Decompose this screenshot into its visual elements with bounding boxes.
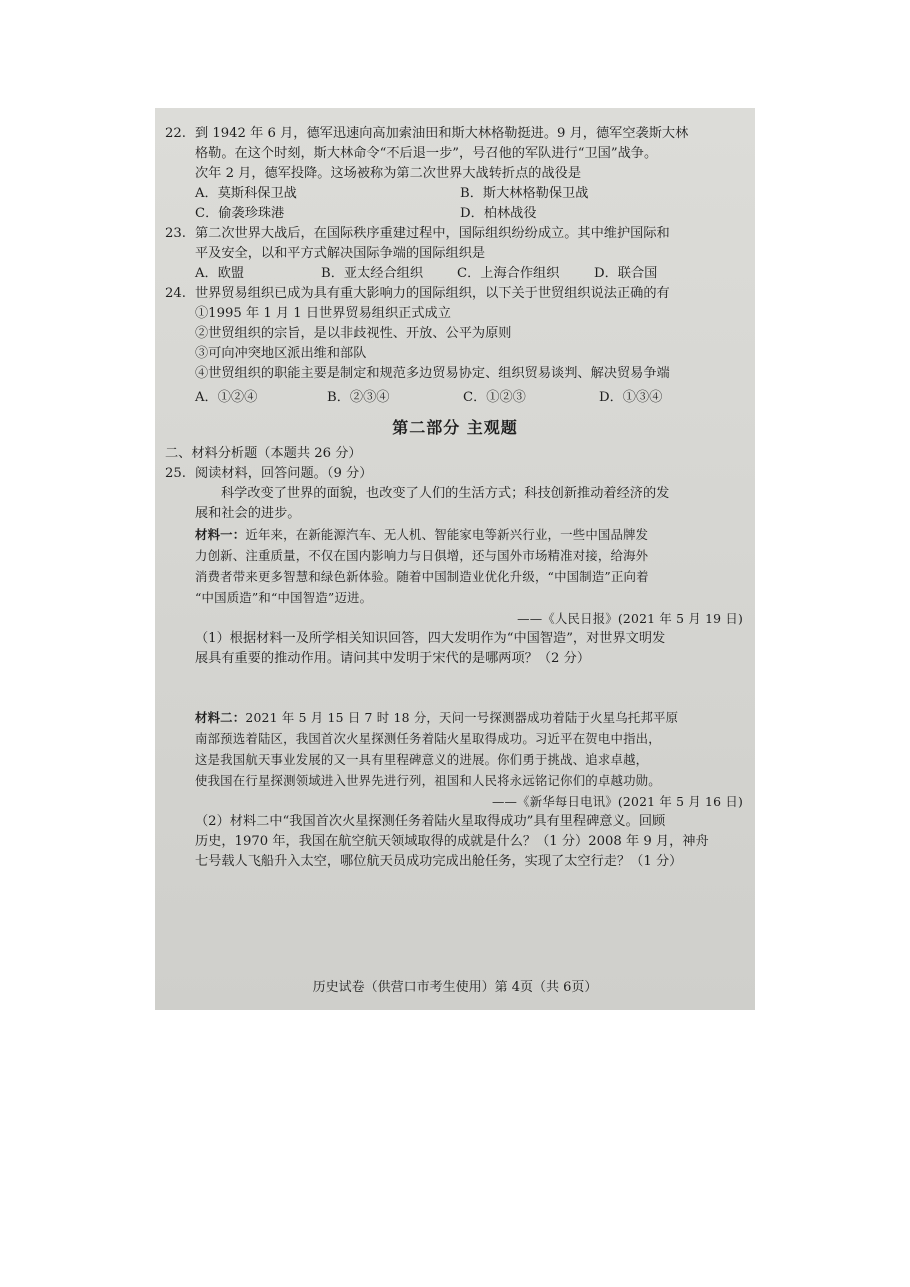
question-number: 22. (165, 126, 186, 141)
option-a: A．欧盟 (195, 266, 245, 281)
options-row (165, 184, 745, 204)
material-text: “中国质造”和“中国智造”迈进。 (195, 590, 373, 605)
material-label: 材料一： (195, 527, 246, 542)
exam-page-photo (155, 108, 755, 1010)
sub-question-2: 历史，1970 年，我国在航空航天领域取得的成就是什么？（1 分）2008 年 9 月，神舟 (195, 834, 709, 849)
question-23 (165, 224, 745, 284)
option-c: C．偷袭珍珠港 (195, 206, 285, 221)
question-text: 平及安全，以和平方式解决国际争端的国际组织是 (195, 246, 486, 261)
material-text: 近年来，在新能源汽车、无人机、智能家电等新兴行业，一些中国品牌发 (245, 527, 649, 542)
options-row (165, 264, 745, 284)
option-d: D．①③④ (599, 390, 663, 405)
question-number: 24. (165, 286, 186, 301)
material-text: 使我国在行星探测领域进入世界先进行列，祖国和人民将永远铭记你们的卓越功勋。 (195, 773, 661, 788)
material-source: ——《新华每日电讯》(2021 年 5 月 16 日) (491, 794, 743, 809)
part-title: 第二部分 主观题 (392, 418, 518, 437)
intro-text: 展和社会的进步。 (195, 506, 301, 521)
material-text: 消费者带来更多智慧和绿色新体验。随着中国制造业优化升级，“中国制造”正向着 (195, 569, 649, 584)
option-b: B．亚太经合组织 (321, 266, 424, 281)
question-text: 世界贸易组织已成为具有重大影响力的国际组织，以下关于世贸组织说法正确的有 (195, 286, 670, 301)
option-b: B．②③④ (327, 390, 390, 405)
section-heading: 二、材料分析题（本题共 26 分） (165, 446, 362, 461)
material-1 (165, 524, 745, 629)
question-24 (165, 284, 745, 408)
option-a: A．①②④ (195, 390, 258, 405)
question-head: 阅读材料，回答问题。（9 分） (195, 466, 373, 481)
statement-2: ②世贸组织的宗旨，是以非歧视性、开放、公平为原则 (195, 326, 512, 341)
option-d: D．柏林战役 (460, 206, 537, 221)
material-2 (165, 707, 745, 812)
sub-question-1: 展具有重要的推动作用。请问其中发明于宋代的是哪两项？（2 分） (195, 651, 591, 666)
options-row (165, 388, 745, 408)
options-row (165, 204, 745, 224)
option-c: C．①②③ (463, 390, 526, 405)
material-text: 这是我国航天事业发展的又一具有里程碑意义的进展。你们勇于挑战、追求卓越， (195, 752, 649, 767)
option-b: B．斯大林格勒保卫战 (460, 186, 589, 201)
question-25 (165, 464, 745, 872)
material-text: 南部预选着陆区，我国首次火星探测任务着陆火星取得成功。习近平在贺电中指出， (195, 731, 661, 746)
question-text: 次年 2 月，德军投降。这场被称为第二次世界大战转折点的战役是 (195, 166, 582, 181)
question-text: 第二次世界大战后，在国际秩序重建过程中，国际组织纷纷成立。其中维护国际和 (195, 226, 670, 241)
option-d: D．联合国 (594, 266, 658, 281)
material-source: ——《人民日报》(2021 年 5 月 19 日) (517, 611, 743, 626)
material-label: 材料二： (195, 710, 246, 725)
question-text: 到 1942 年 6 月，德军迅速向高加索油田和斯大林格勒挺进。9 月，德军空袭斯大林 (195, 126, 689, 141)
question-number: 23. (165, 226, 186, 241)
sub-question-2: （2）材料二中“我国首次火星探测任务着陆火星取得成功”具有里程碑意义。回顾 (195, 814, 666, 829)
intro-text: 科学改变了世界的面貌，也改变了人们的生活方式；科技创新推动着经济的发 (221, 486, 670, 501)
answer-space (165, 669, 745, 707)
question-text: 格勒。在这个时刻，斯大林命令“不后退一步”，号召他的军队进行“卫国”战争。 (195, 146, 658, 161)
statement-1: ①1995 年 1 月 1 日世界贸易组织正式成立 (195, 306, 451, 321)
option-a: A．莫斯科保卫战 (195, 186, 297, 201)
sub-question-2: 七号载人飞船升入太空，哪位航天员成功完成出舱任务，实现了太空行走？（1 分） (195, 854, 683, 869)
material-text: 2021 年 5 月 15 日 7 时 18 分，天问一号探测器成功着陆于火星乌托邦平原 (245, 710, 679, 725)
page-footer: 历史试卷（供营口市考生使用）第 4页（共 6页） (312, 980, 598, 995)
question-22 (165, 124, 745, 224)
statement-4: ④世贸组织的职能主要是制定和规范多边贸易协定、组织贸易谈判、解决贸易争端 (195, 366, 670, 381)
statement-3: ③可向冲突地区派出维和部队 (195, 346, 367, 361)
material-text: 力创新、注重质量，不仅在国内影响力与日俱增，还与国外市场精准对接，给海外 (195, 548, 649, 563)
exam-content (165, 124, 745, 872)
option-c: C．上海合作组织 (457, 266, 560, 281)
question-number: 25. (165, 466, 186, 481)
sub-question-1: （1）根据材料一及所学相关知识回答，四大发明作为“中国智造”，对世界文明发 (195, 631, 666, 646)
